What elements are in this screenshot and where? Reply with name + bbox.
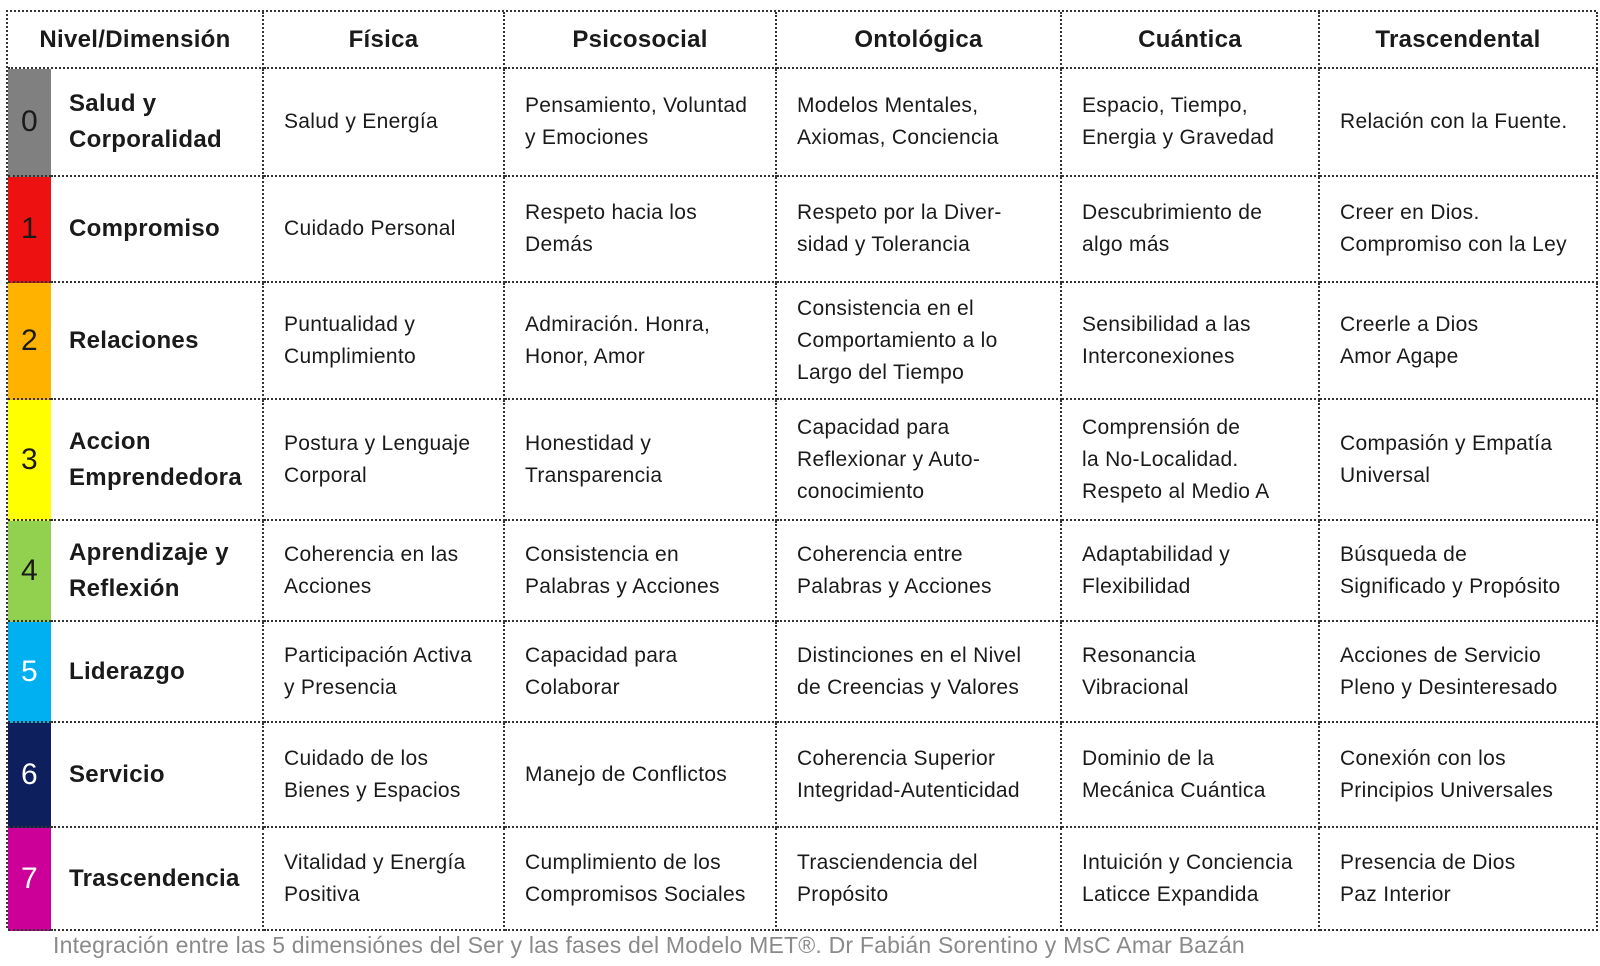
table-cell: Respeto hacia los Demás bbox=[505, 177, 777, 283]
dimension-header-trascendental: Trascendental bbox=[1320, 12, 1598, 69]
level-name: Compromiso bbox=[51, 177, 264, 283]
table-cell: Coherencia en las Acciones bbox=[264, 521, 505, 622]
table-cell: Creer en Dios. Compromiso con la Ley bbox=[1320, 177, 1598, 283]
table-cell: Postura y Lenguaje Corporal bbox=[264, 400, 505, 521]
table-cell: Capacidad para Colaborar bbox=[505, 622, 777, 723]
table-cell: Comprensión de la No-Localidad. Respeto al Medio A bbox=[1062, 400, 1320, 521]
table-cell: Salud y Energía bbox=[264, 69, 505, 177]
table-cell: Admiración. Honra, Honor, Amor bbox=[505, 283, 777, 400]
level-number-badge: 7 bbox=[8, 828, 51, 931]
table-cell: Cuidado Personal bbox=[264, 177, 505, 283]
level-name: Salud y Corporalidad bbox=[51, 69, 264, 177]
table-cell: Coherencia entre Palabras y Acciones bbox=[777, 521, 1062, 622]
level-name: Servicio bbox=[51, 723, 264, 828]
level-number-badge: 1 bbox=[8, 177, 51, 283]
level-number-badge: 0 bbox=[8, 69, 51, 177]
table-cell: Intuición y Conciencia Laticce Expandida bbox=[1062, 828, 1320, 931]
level-number-badge: 2 bbox=[8, 283, 51, 400]
level-name: Trascendencia bbox=[51, 828, 264, 931]
dimension-header-cuantica: Cuántica bbox=[1062, 12, 1320, 69]
table-cell: Puntualidad y Cumplimiento bbox=[264, 283, 505, 400]
table-cell: Consistencia en el Comportamiento a lo Largo del Tiempo bbox=[777, 283, 1062, 400]
table-cell: Cumplimiento de los Compromisos Sociales bbox=[505, 828, 777, 931]
dimension-header-psicosocial: Psicosocial bbox=[505, 12, 777, 69]
table-cell: Espacio, Tiempo, Energia y Gravedad bbox=[1062, 69, 1320, 177]
level-number-badge: 4 bbox=[8, 521, 51, 622]
level-name: Liderazgo bbox=[51, 622, 264, 723]
level-number-badge: 5 bbox=[8, 622, 51, 723]
level-number-badge: 3 bbox=[8, 400, 51, 521]
table-cell: Capacidad para Reflexionar y Auto- conocimiento bbox=[777, 400, 1062, 521]
table-cell: Creerle a Dios Amor Agape bbox=[1320, 283, 1598, 400]
table-cell: Sensibilidad a las Interconexiones bbox=[1062, 283, 1320, 400]
table-cell: Relación con la Fuente. bbox=[1320, 69, 1598, 177]
table-cell: Modelos Mentales, Axiomas, Conciencia bbox=[777, 69, 1062, 177]
table-cell: Distinciones en el Nivel de Creencias y Valores bbox=[777, 622, 1062, 723]
table-cell: Consistencia en Palabras y Acciones bbox=[505, 521, 777, 622]
table-cell: Resonancia Vibracional bbox=[1062, 622, 1320, 723]
corner-header: Nivel/Dimensión bbox=[8, 12, 264, 69]
table-cell: Participación Activa y Presencia bbox=[264, 622, 505, 723]
table-cell: Coherencia Superior Integridad-Autenticidad bbox=[777, 723, 1062, 828]
table-cell: Manejo de Conflictos bbox=[505, 723, 777, 828]
table-cell: Pensamiento, Voluntad y Emociones bbox=[505, 69, 777, 177]
table-cell: Honestidad y Transparencia bbox=[505, 400, 777, 521]
integration-table bbox=[6, 10, 1596, 928]
table-cell: Cuidado de los Bienes y Espacios bbox=[264, 723, 505, 828]
table-cell: Acciones de Servicio Pleno y Desinteresado bbox=[1320, 622, 1598, 723]
table-cell: Compasión y Empatía Universal bbox=[1320, 400, 1598, 521]
table-cell: Vitalidad y Energía Positiva bbox=[264, 828, 505, 931]
level-name: Aprendizaje y Reflexión bbox=[51, 521, 264, 622]
table-cell: Descubrimiento de algo más bbox=[1062, 177, 1320, 283]
level-name: Accion Emprendedora bbox=[51, 400, 264, 521]
table-cell: Trasciendencia del Propósito bbox=[777, 828, 1062, 931]
level-number-badge: 6 bbox=[8, 723, 51, 828]
table-cell: Conexión con los Principios Universales bbox=[1320, 723, 1598, 828]
level-name: Relaciones bbox=[51, 283, 264, 400]
table-cell: Adaptabilidad y Flexibilidad bbox=[1062, 521, 1320, 622]
figure-caption: Integración entre las 5 dimensiónes del Ser y las fases del Modelo MET®. Dr Fabián Sorentino y MsC Amar Bazán bbox=[53, 932, 1245, 958]
table-cell: Dominio de la Mecánica Cuántica bbox=[1062, 723, 1320, 828]
table-cell: Presencia de Dios Paz Interior bbox=[1320, 828, 1598, 931]
dimension-header-fisica: Física bbox=[264, 12, 505, 69]
dimension-header-ontologica: Ontológica bbox=[777, 12, 1062, 69]
table-cell: Búsqueda de Significado y Propósito bbox=[1320, 521, 1598, 622]
table-cell: Respeto por la Diver- sidad y Tolerancia bbox=[777, 177, 1062, 283]
